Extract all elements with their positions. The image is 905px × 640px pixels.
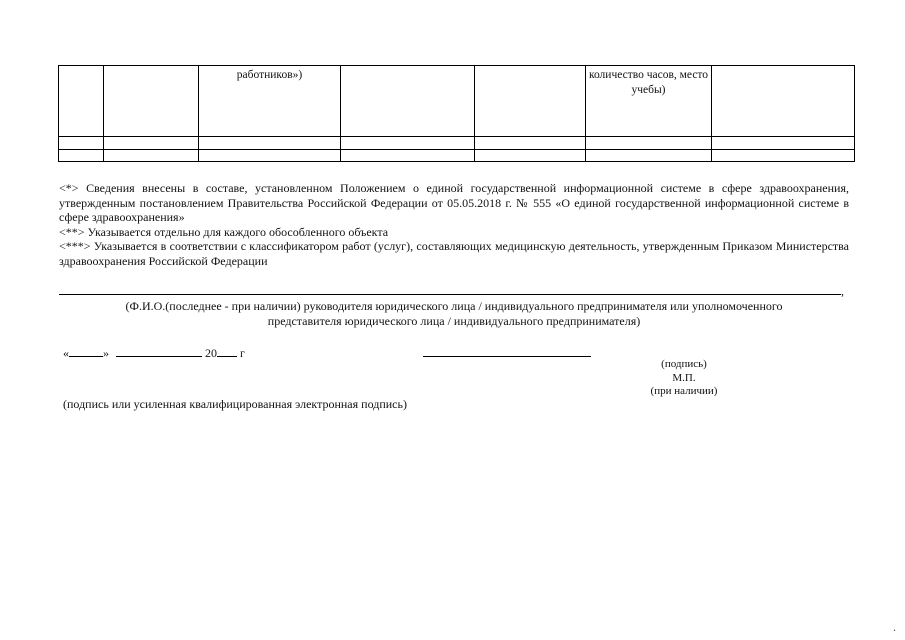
electronic-signature-caption: (подпись или усиленная квалифицированная электронная подпись) [63,397,407,411]
table-cell [712,66,855,137]
table-cell: работников») [199,66,341,137]
signature-caption: (подпись) [661,358,707,370]
signature-line [423,356,591,357]
date-open-quote: « [63,346,69,360]
table-cell [475,66,586,137]
table-cell [712,137,855,150]
table-cell [104,150,199,162]
fio-caption-line-1: (Ф.И.О.(последнее - при наличии) руководителя юридического лица / индивидуального предпринимателя или уполномоченного [125,299,783,313]
footnote-1: <*> Сведения внесены в составе, установленном Положением о единой государственной информационной системе в сфере здравоохранения, утвержденным постановлением Правительства Российской Федерации от 05.05.2018 г. № 555 «О единой государственной информационной системе в сфере здравоохранения» [59,181,849,225]
footnote-3: <***> Указывается в соответствии с классификатором работ (услуг), составляющих медицинскую деятельность, утвержденным Приказом Министерства здравоохранения Российской Федерации [59,239,849,268]
table-cell [59,150,104,162]
table-cell [341,66,475,137]
date-year-suffix: г [237,346,245,360]
table-cell [475,150,586,162]
form-table-fragment [58,65,855,162]
table-cell [341,150,475,162]
table-cell [104,66,199,137]
table-cell [712,150,855,162]
date-year-blank [217,345,237,357]
fio-caption [59,299,849,328]
table-header-row [59,66,855,137]
footnotes [59,181,849,269]
stamp-caption: М.П. [672,372,696,384]
date-close-quote: » [103,346,109,360]
fio-line [59,294,841,295]
table-cell [341,137,475,150]
date-year-prefix: 20 [205,346,217,360]
date-field [63,345,245,362]
scan-dot: . [893,620,896,635]
date-day-blank [69,345,103,357]
table-cell [199,137,341,150]
stamp-note: (при наличии) [650,385,718,397]
table-cell [199,150,341,162]
table-cell [59,66,104,137]
table-cell [475,137,586,150]
table-cell [586,150,712,162]
table-row [59,137,855,150]
table-row [59,150,855,162]
fio-line-comma: , [841,284,844,298]
date-month-blank [116,345,202,357]
table-cell [586,137,712,150]
footnote-2: <**> Указывается отдельно для каждого обособленного объекта [59,224,389,239]
table-cell: количество часов, место учебы) [586,66,712,137]
fio-caption-line-2: представителя юридического лица / индивидуального предпринимателя) [267,313,641,328]
table-cell [104,137,199,150]
table-cell [59,137,104,150]
